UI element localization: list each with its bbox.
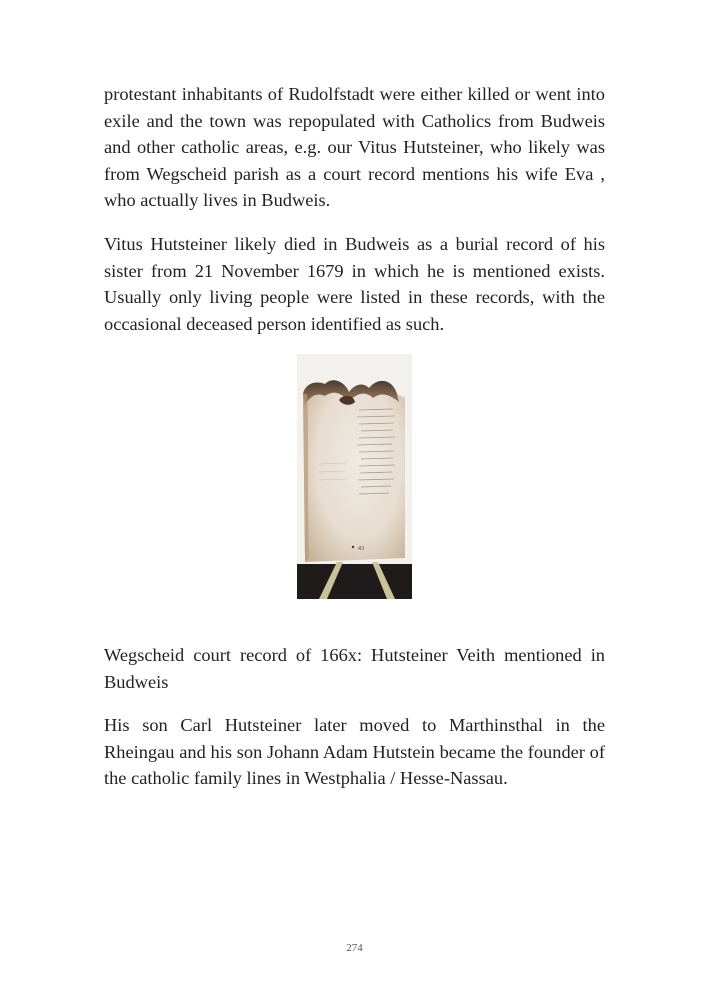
body-paragraph-2: Vitus Hutsteiner likely died in Budweis as a burial record of his sister from 21 November 1679 in which he is mentioned exists. Usually only living people were listed in these records, with the occasional deceased person identified as such. <box>104 234 605 334</box>
body-paragraph-3: His son Carl Hutsteiner later moved to Marthinsthal in the Rheingau and his son Johann Adam Hutstein became the founder of the catholic family lines in Westphalia / Hesse-Nassau. <box>104 715 605 789</box>
svg-text:43: 43 <box>358 546 364 552</box>
figure-caption: Wegscheid court record of 166x: Hutsteiner Veith mentioned in Budweis <box>104 645 605 692</box>
court-record-photo <box>297 354 412 599</box>
body-paragraph-1: protestant inhabitants of Rudolfstadt were either killed or went into exile and the town was repopulated with Catholics from Budweis and other catholic areas, e.g. our Vitus Hutsteiner, who likely was from Wegscheid parish as a court record mentions his wife Eva , who actually lives in Budweis. <box>104 84 605 211</box>
page-number: 274 <box>346 942 363 954</box>
